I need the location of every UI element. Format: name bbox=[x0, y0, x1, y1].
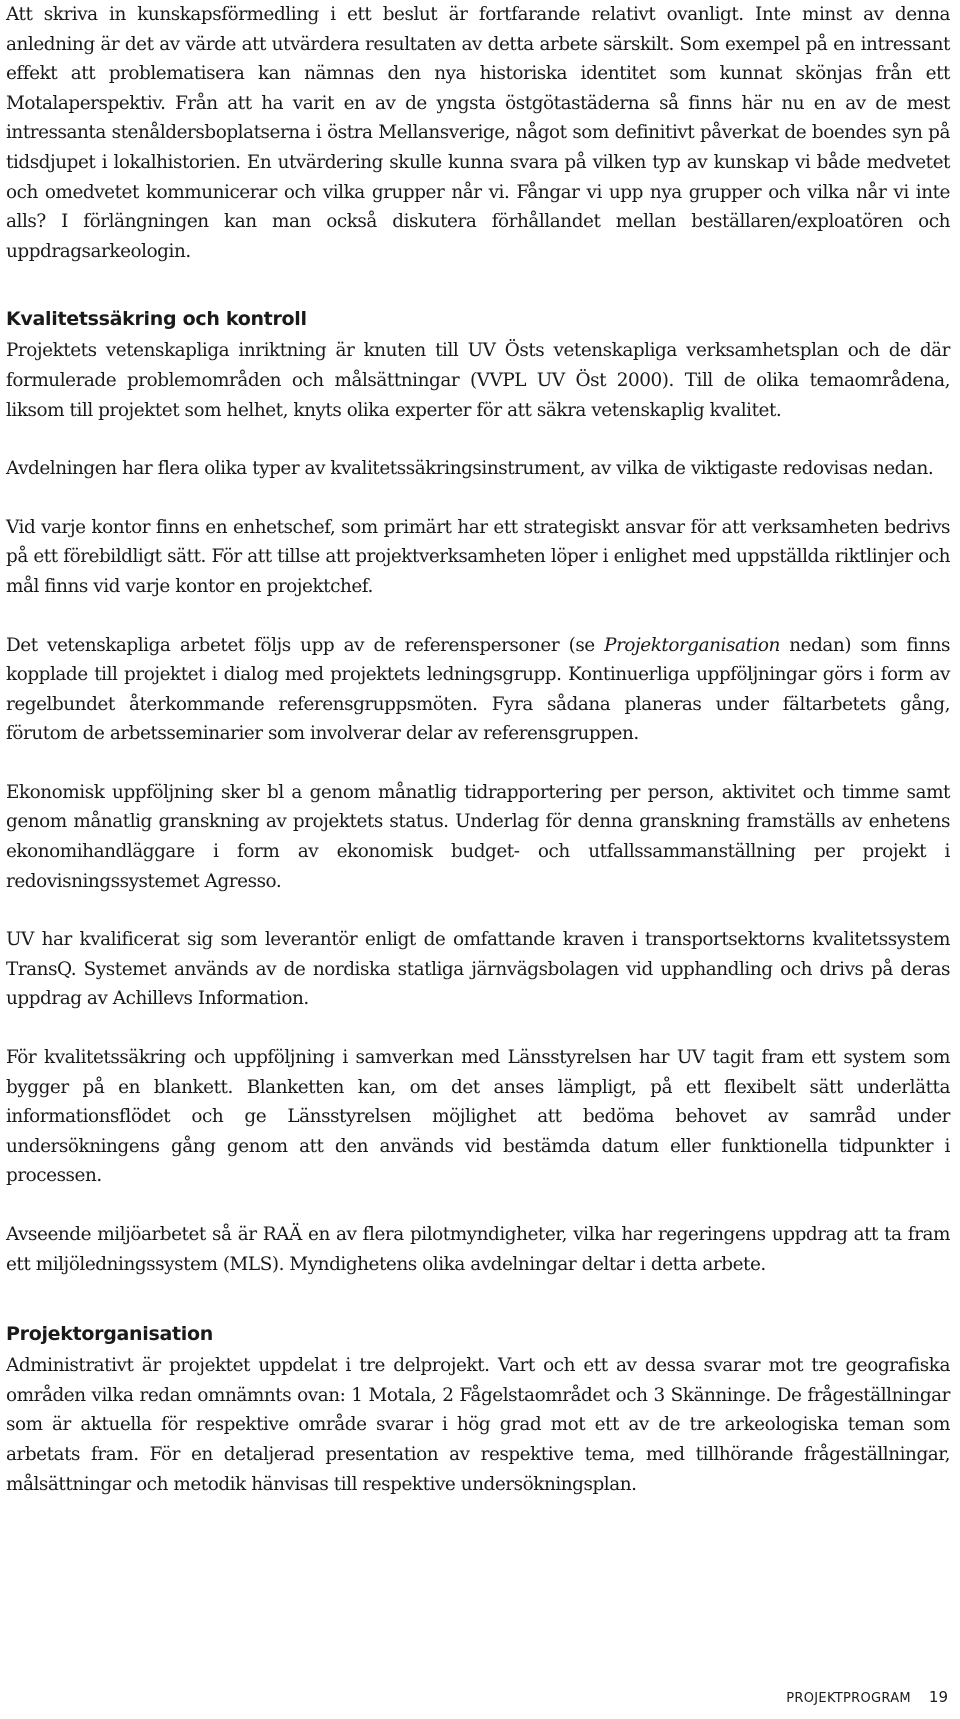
paragraph: För kvalitetssäkring och uppföljning i samverkan med Länsstyrelsen har UV tagit fram ett system som bygger på en blankett. Blanketten kan, om det anses lämpligt, på ett flexibelt sätt underlätta informationsflödet och ge Länsstyrelsen möjlighet att bedöma behovet av samråd under undersökningens gång genom att den används vid bestämda datum eller funktionella tidpunkter i processen. bbox=[6, 1047, 950, 1187]
paragraph: Administrativt är projektet uppdelat i tre delprojekt. Vart och ett av dessa svarar mot tre geografiska områden vilka redan omnämnts ovan: 1 Motala, 2 Fågelstaområdet och 3 Skänninge. De frågeställningar som är aktuella för respektive område svarar i hög grad mot ett av de tre arkeologiska teman som arbetats fram. För en detaljerad presentation av respektive tema, med tillhörande frågeställningar, målsättningar och metodik hänvisas till respektive undersökningsplan. bbox=[6, 1355, 950, 1495]
paragraph: UV har kvalificerat sig som leverantör enligt de omfattande kraven i transportsektorns kvalitetssystem TransQ. Systemet används av de nordiska statliga järnvägsbolagen vid upphandling och drivs på deras uppdrag av Achillevs Information. bbox=[6, 929, 950, 1010]
paragraph bbox=[6, 631, 950, 749]
cross-reference: Projektorganisation bbox=[604, 634, 780, 656]
section-heading-quality: Kvalitetssäkring och kontroll bbox=[6, 308, 307, 331]
paragraph: Vid varje kontor finns en enhetschef, som primärt har ett strategiskt ansvar för att verksamheten bedrivs på ett förebildligt sätt. För att tillse att projektverksamheten löper i enlighet med uppställda riktlinjer och mål finns vid varje kontor en projektchef. bbox=[6, 516, 950, 597]
paragraph: Projektets vetenskapliga inriktning är knuten till UV Östs vetenskapliga verksamhetsplan och de där formulerade problemområden och målsättningar (VVPL UV Öst 2000). Till de olika temaområdena, liksom till projektet som helhet, knyts olika experter för att säkra vetenskaplig kvalitet. bbox=[6, 340, 950, 421]
paragraph-text: Det vetenskapliga arbetet följs upp av de referenspersoner (se bbox=[6, 634, 605, 656]
running-title: PROJEKTPROGRAM bbox=[786, 1691, 911, 1706]
paragraph: Ekonomisk uppföljning sker bl a genom månatlig tidrapportering per person, aktivitet och timme samt genom månatlig granskning av projektets status. Underlag för denna granskning framställs av enhetens ekonomihandläggare i form av ekonomisk budget- och utfallssammanställning per projekt i redovisningssystemet Agresso. bbox=[6, 781, 950, 892]
page-number: 19 bbox=[928, 1688, 948, 1706]
paragraph: Avseende miljöarbetet så är RAÄ en av flera pilotmyndigheter, vilka har regeringens uppdrag att ta fram ett miljöledningssystem (MLS). Myndighetens olika avdelningar deltar i detta arbete. bbox=[6, 1224, 950, 1275]
intro-paragraph: Att skriva in kunskapsförmedling i ett beslut är fortfarande relativt ovanligt. Inte minst av denna anledning är det av värde att utvärdera resultaten av detta arbete särskilt. Som exempel på en intressant effekt att problematisera kan nämnas den nya historiska identitet som kunnat skönjas från ett Motalaperspektiv. Från att ha varit en av de yngsta östgötastäderna så finns här nu en av de mest intressanta stenåldersboplatserna i östra Mellansverige, något som definitivt påverkat de boendes syn på tidsdjupet i lokalhistorien. En utvärdering skulle kunna svara på vilken typ av kunskap vi både medvetet och omedvetet kommunicerar och vilka grupper når vi. Fångar vi upp nya grupper och vilka når vi inte alls? I förlängningen kan man också diskutera förhållandet mellan beställaren/exploatören och uppdragsarkeologin. bbox=[6, 4, 950, 262]
paragraph: Avdelningen har flera olika typer av kvalitetssäkringsinstrument, av vilka de viktigaste redovisas nedan. bbox=[6, 458, 934, 480]
paragraph-text: nedan) som finns kopplade till projektet i dialog med projektets ledningsgrupp. Kontinuerliga uppföljningar görs i form av regelbundet återkommande referensgruppsmöten. Fyra sådana planeras under fältarbetets gång, förutom de arbetsseminarier som involverar delar av referensgruppen. bbox=[6, 634, 950, 745]
body-text bbox=[6, 0, 950, 1499]
page-footer bbox=[786, 1688, 948, 1706]
section-heading-organisation: Projektorganisation bbox=[6, 1323, 213, 1346]
